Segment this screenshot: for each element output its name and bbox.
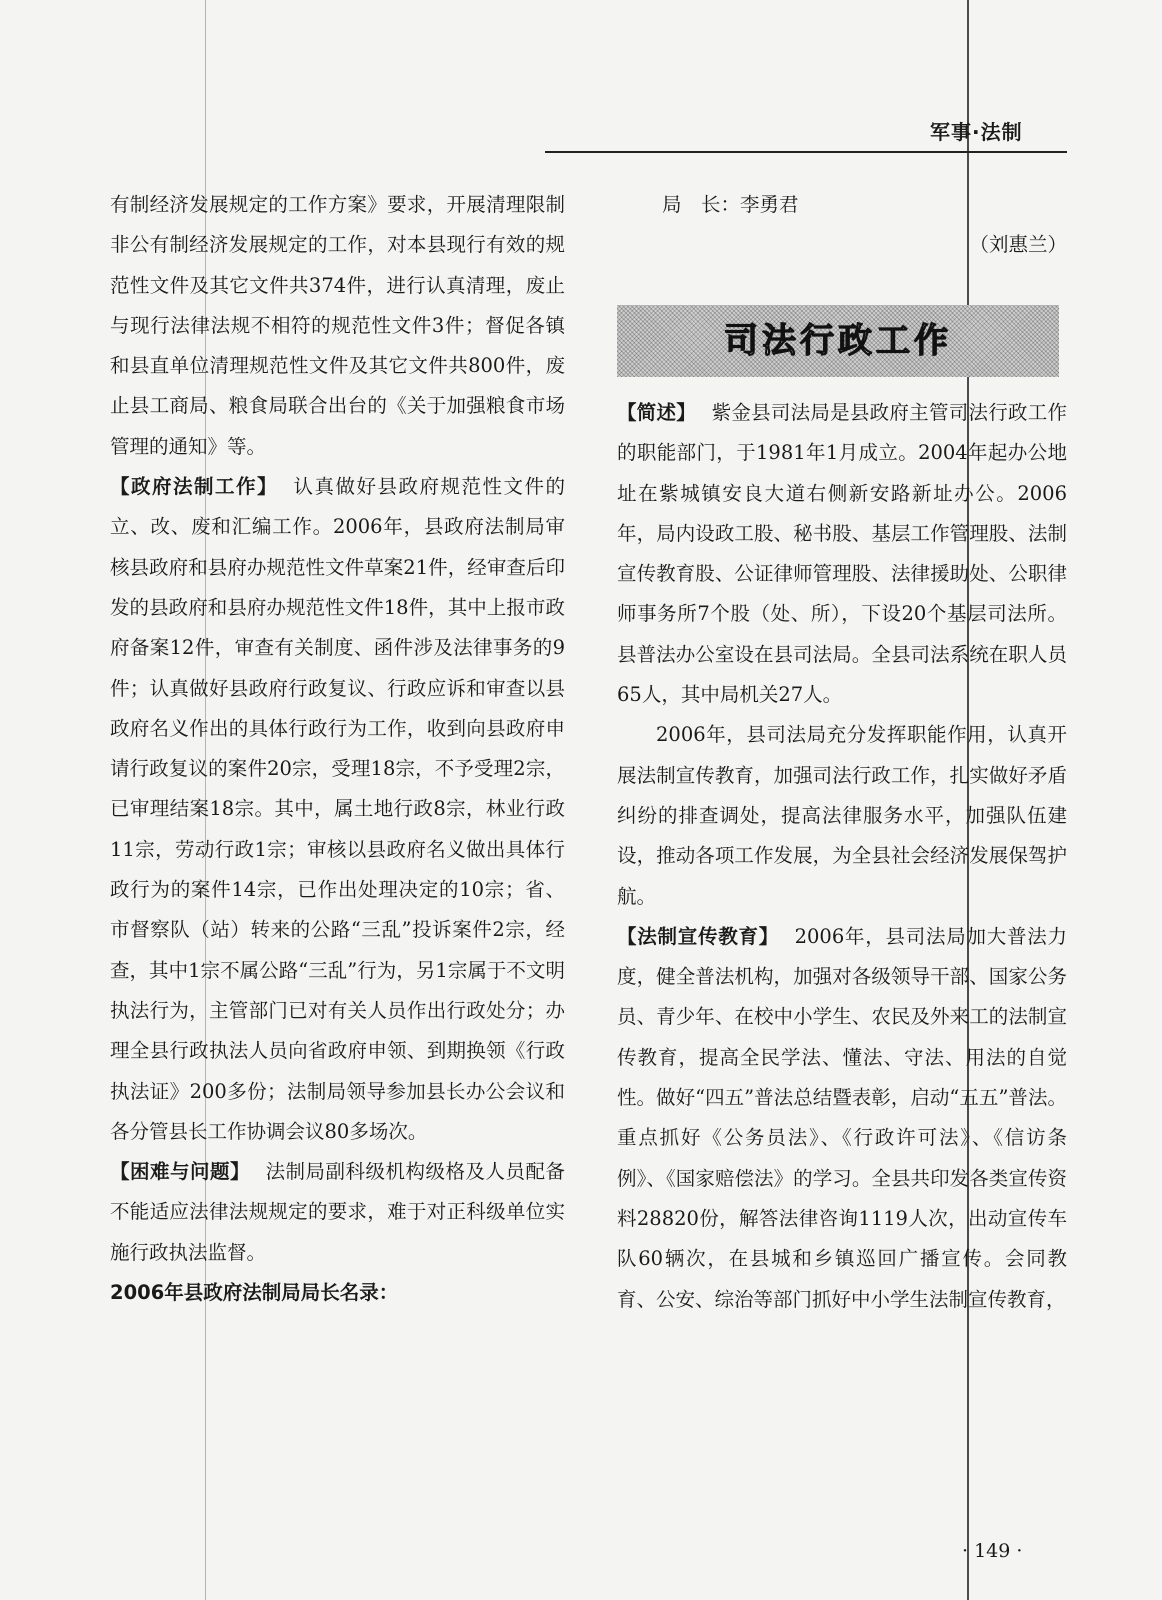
legal-education-text: 2006年，县司法局加大普法力度，健全普法机构，加强对各级领导干部、国家公务员、青少年、在校中小学生、农民及外来工的法制宣传教育，提高全民学法、懂法、守法、用法的自觉性。做好“四五”普法总结暨表彰，启动“五五”普法。重点抓好《公务员法》、《行政许可法》、《信访条例》、《国家赔偿法》的学习。全县共印发各类宣传资料28820份，解答法律咨询1119人次，出动宣传车队60辆次，在县城和乡镇巡回广播宣传。会同教育、公安、综治等部门抓好中小学生法制宣传教育， — [617, 924, 1067, 1311]
overview-text: 紫金县司法局是县政府主管司法行政工作的职能部门，于1981年1月成立。2004年起办公地址在紫城镇安良大道右侧新安路新址办公。2006年，局内设政工股、秘书股、基层工作管理股、法制宣传教育股、公证律师管理股、法律援助处、公职律师事务所7个股（处、所），下设20个基层司法所。县普法办公室设在县司法局。全县司法系统在职人员65人，其中局机关27人。 — [617, 401, 1067, 707]
section-label-gov-legal-work: 【政府法制工作】 — [110, 475, 278, 499]
section-title-banner — [617, 305, 1059, 377]
section-label-overview: 【简述】 — [617, 401, 697, 424]
gov-legal-work-text: 认真做好县政府规范性文件的立、改、废和汇编工作。2006年，县政府法制局审核县政府和县府办规范性文件草案21件，经审查后印发的县政府和县府办规范性文件18件，其中上报市政府备案12件，审查有关制度、函件涉及法律事务的9件；认真做好县政府行政复议、行政应诉和审查以县政府名义作出的具体行政行为工作，收到向县政府申请行政复议的案件20宗，受理18宗，不予受理2宗，已审理结案18宗。其中，属土地行政8宗，林业行政11宗，劳动行政1宗；审核以县政府名义做出具体行政行为的案件14宗，已作出处理决定的10宗；省、市督察队（站）转来的公路“三乱”投诉案件2宗，经查，其中1宗不属公路“三乱”行为，另1宗属于不文明执法行为，主管部门已对有关人员作出行政处分；办理全县行政执法人员向省政府申领、到期换领《行政执法证》200多份；法制局领导参加县长办公会议和各分管县长工作协调会议80多场次。 — [110, 475, 565, 1143]
author-credit: （刘惠兰） — [969, 233, 1067, 256]
roster-title: 2006年县政府法制局局长名录： — [110, 1281, 399, 1305]
section-label-problems: 【困难与问题】 — [110, 1160, 250, 1184]
director-line: 局 长：李勇君 — [662, 193, 799, 216]
left-column — [110, 185, 565, 1313]
running-head: 军事·法制 — [930, 120, 1023, 144]
problems-text: 法制局副科级机构级格及人员配备不能适应法律法规规定的要求，难于对正科级单位实施行政执法监督。 — [110, 1160, 565, 1264]
paragraph-overview — [617, 393, 1067, 715]
paragraph-problems — [110, 1152, 565, 1273]
page-number: · 149 · — [962, 1540, 1023, 1562]
section-title: 司法行政工作 — [724, 320, 952, 361]
paragraph-continuation: 有制经济发展规定的工作方案》要求，开展清理限制非公有制经济发展规定的工作，对本县现行有效的规范性文件及其它文件共374件，进行认真清理，废止与现行法律法规不相符的规范性文件3件；督促各镇和县直单位清理规范性文件及其它文件共800件，废止县工商局、粮食局联合出台的《关于加强粮食市场管理的通知》等。 — [110, 193, 565, 458]
paragraph-summary: 2006年，县司法局充分发挥职能作用，认真开展法制宣传教育，加强司法行政工作，扎实做好矛盾纠纷的排查调处，提高法律服务水平，加强队伍建设，推动各项工作发展，为全县社会经济发展保驾护航。 — [617, 723, 1067, 908]
right-column — [617, 185, 1067, 1320]
paragraph-gov-legal-work — [110, 467, 565, 1152]
header-rule — [545, 151, 1067, 153]
section-label-legal-education: 【法制宣传教育】 — [617, 924, 780, 948]
paragraph-legal-education — [617, 917, 1067, 1320]
